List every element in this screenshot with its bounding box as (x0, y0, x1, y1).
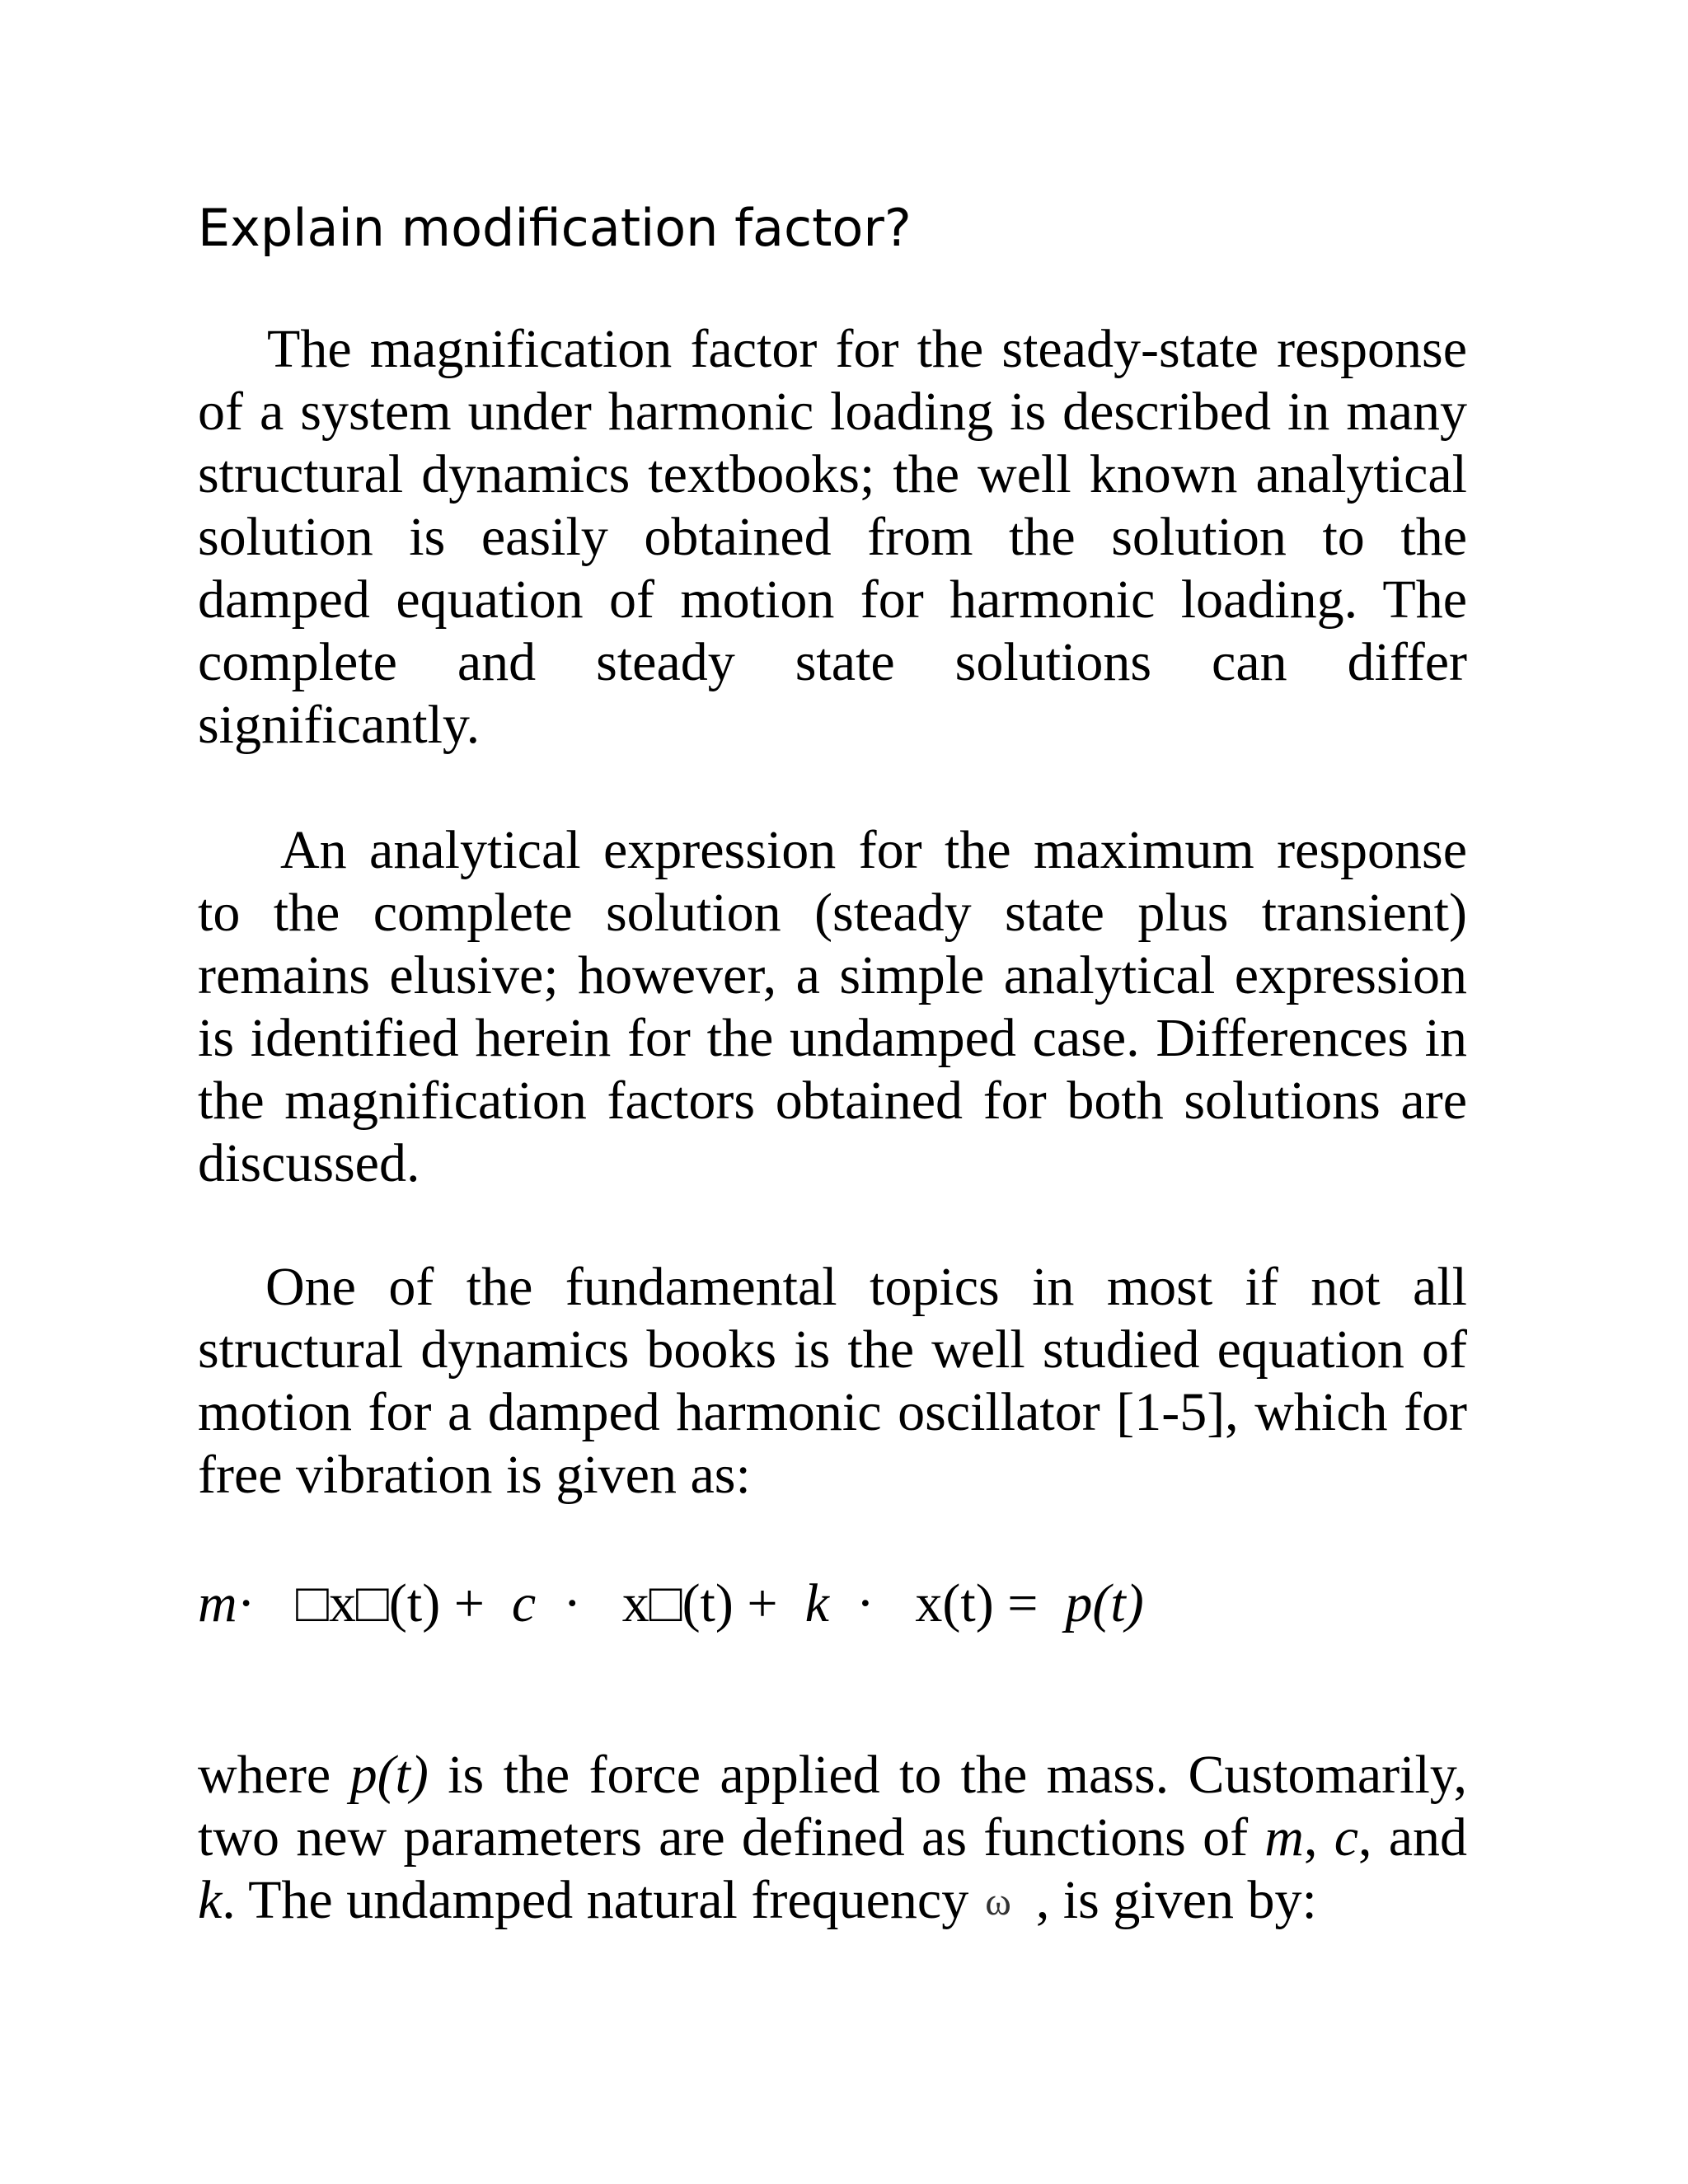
paragraph-equation-of-motion: One of the fundamental topics in most if not all structural dynamics books is the well studied equation of motion for a damped harmonic oscillator [1-5], which for free vibration is given as: (198, 1257, 1467, 1505)
math-p-of-t: p(t) (349, 1745, 429, 1805)
text-span: is the force applied to the mass. Customarily, two new parameters are defined as functions of (198, 1745, 1468, 1868)
eq-k: k (804, 1573, 829, 1633)
math-c: c (1334, 1807, 1358, 1868)
paragraph-magnification-intro: The magnification factor for the steady-state response of a system under harmonic loading is described in many structural dynamics textbooks; the well known analytical solution is easily obtained from the solution to the damped equation of motion for harmonic loading. The complete and steady state solutions can differ significantly. (198, 319, 1467, 755)
eq-displacement-term: x(t) (915, 1573, 994, 1633)
text-span: , (1303, 1807, 1334, 1868)
eq-rhs: p(t) (1065, 1573, 1144, 1633)
eq-velocity-term: x□(t) (621, 1573, 734, 1633)
paragraph-natural-frequency (198, 1744, 1467, 1933)
math-m: m (1264, 1807, 1304, 1868)
text-span: , and (1357, 1807, 1468, 1868)
text-span: where (198, 1745, 350, 1805)
eq-m: m (198, 1573, 237, 1633)
eq-dot: · (237, 1573, 256, 1633)
text-span: , is given by: (1035, 1870, 1317, 1930)
math-omega: ω (985, 1880, 1011, 1924)
eq-equals: = (1007, 1573, 1039, 1633)
eq-plus: + (747, 1573, 778, 1633)
eq-c: c (511, 1573, 537, 1633)
eq-plus: + (453, 1573, 485, 1633)
math-k: k (198, 1870, 223, 1930)
equation-of-motion (198, 1571, 1144, 1637)
eq-dot: · (856, 1573, 874, 1633)
eq-accel-term: □x□(t) (296, 1573, 441, 1633)
eq-dot: · (563, 1573, 582, 1633)
page-title: Explain modification factor? (198, 198, 912, 258)
paragraph-analytical-expression: An analytical expression for the maximum response to the complete solution (steady state plus transient) remains elusive; however, a simple analytical expression is identified herein for the undamped case. Differences in the magnification factors obtained for both solutions are discussed. (198, 820, 1467, 1193)
text-span: . The undamped natural frequency (222, 1870, 969, 1930)
